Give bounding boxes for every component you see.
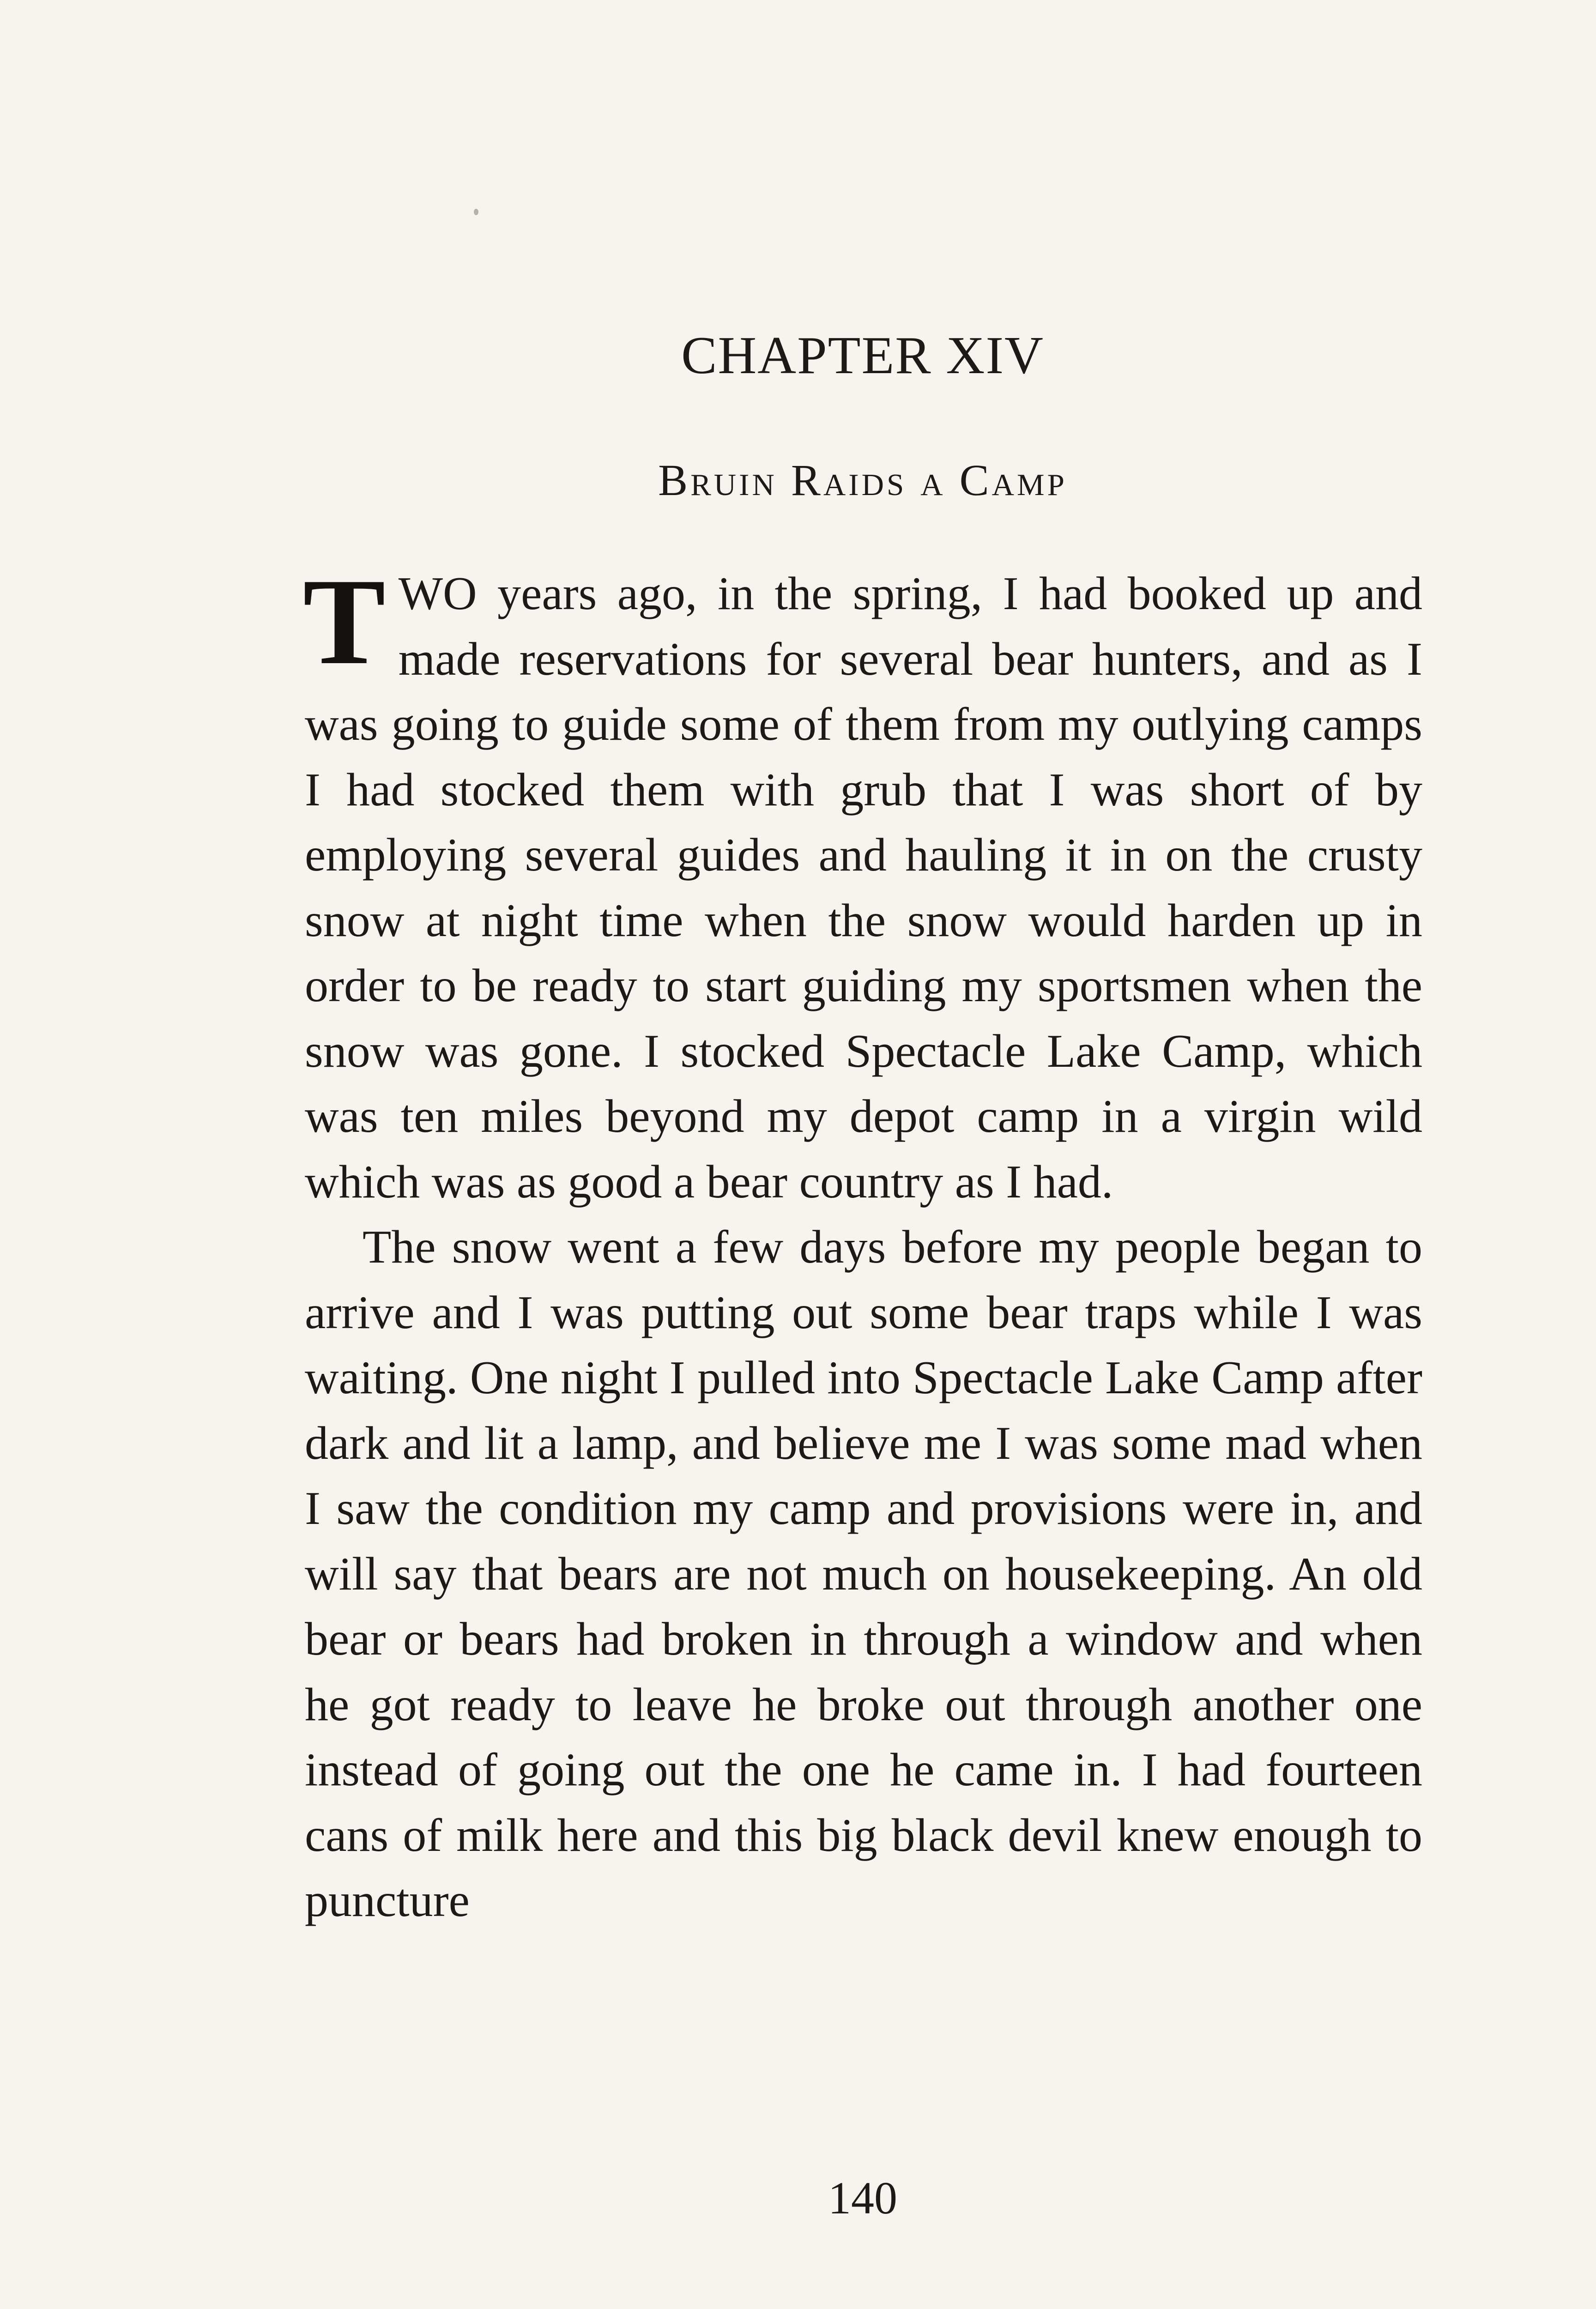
paper-speck: [474, 209, 478, 215]
chapter-title: Bruin Raids a Camp: [658, 455, 1067, 505]
chapter-number: CHAPTER XIV: [681, 326, 1044, 385]
body-text: [303, 553, 1422, 1934]
first-word-rest: WO: [398, 568, 477, 620]
page-number: 140: [828, 2172, 897, 2224]
paragraph-2: The snow went a few days before my people began to arrive and I was putting out some bear traps while I was waiting. One night I pulled into Spectacle Lake Camp after dark and lit a lamp, and believe me I was some mad when I saw the condition my camp and provisions were in, and will say that bears are not much on housekeeping. An old bear or bears had broken in through a window and when he got ready to leave he broke out through another one instead of going out the one he came in. I had fourteen cans of milk here and this big black devil knew enough to puncture: [305, 1221, 1422, 1927]
paragraph-1: [303, 553, 1422, 1215]
paragraph-1-text: years ago, in the spring, I had booked up and made reservations for several bear hunters, and as I was going to guide some of them from my outlying camps I had stocked them with grub that I was short of by employing several guides and hauling it in on the crusty snow at night time when the snow would harden up in order to be ready to start guiding my sportsmen when the snow was gone. I stocked Spectacle Lake Camp, which was ten miles beyond my depot camp in a virgin wild which was as good a bear country as I had.: [305, 568, 1422, 1208]
drop-cap: T: [303, 553, 386, 690]
